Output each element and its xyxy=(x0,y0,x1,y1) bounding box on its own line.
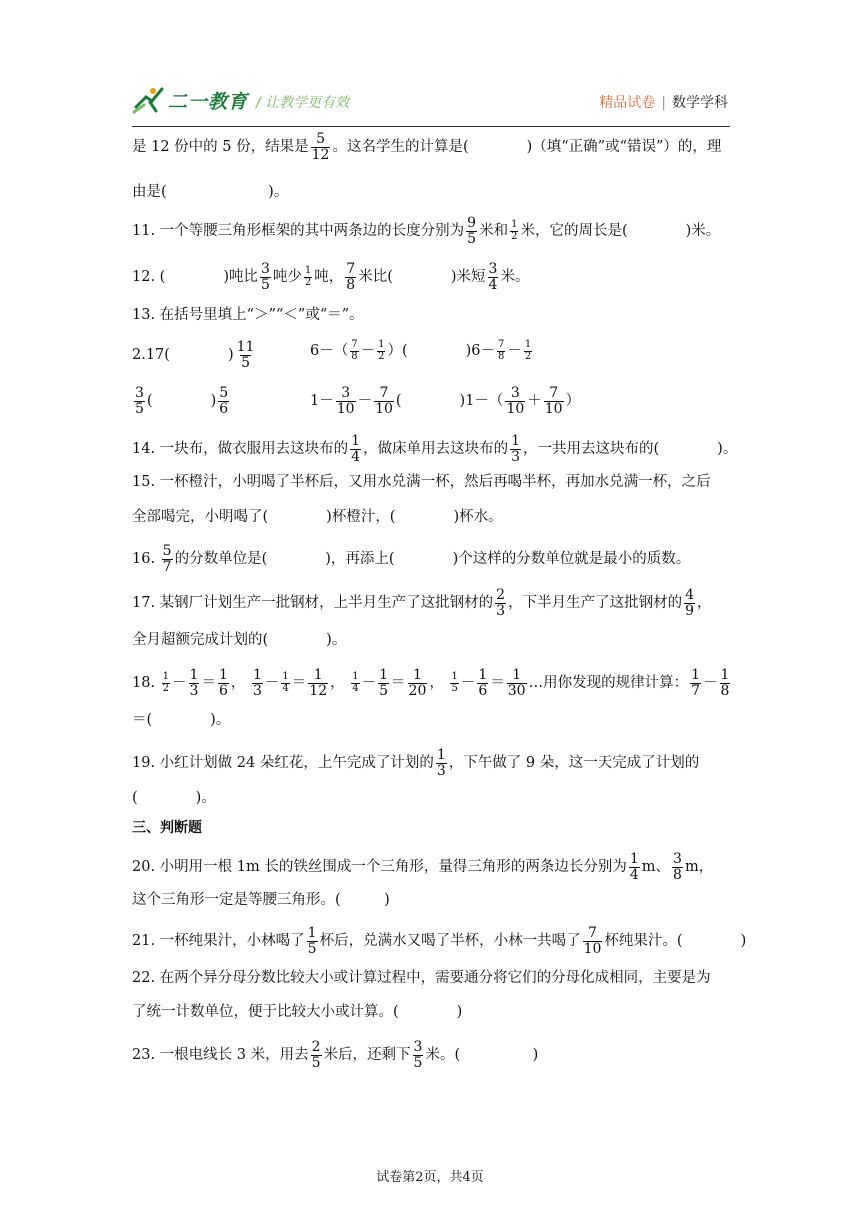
question-12: 12. ( )吨比 $\frac{3}{5}$ 吨少 $\frac{1}{2}$ 吨， $\frac{7}{8}$ 米比( )米短 $\frac{3}{4}$ 米。 xyxy=(132,261,530,293)
q13-row2-right: 1－ $\frac{3}{10}$ － $\frac{7}{10}$ ( )1－（ $\frac{3}{10}$ ＋ $\frac{7}{10}$ ） xyxy=(310,385,581,417)
tag-subject: 数学学科 xyxy=(672,95,728,111)
fraction: $\frac{7}{8}$ xyxy=(346,261,356,293)
fraction: $\frac{3}{5}$ xyxy=(260,261,270,293)
fraction: $\frac{5}{12}$ xyxy=(311,131,330,163)
question-14: 14. 一块布，做衣服用去这块布的 $\frac{1}{4}$ ，做床单用去这块布的 $\frac{1}{3}$ ，一共用去这块布的( )。 xyxy=(132,433,738,465)
runner-logo-icon xyxy=(132,85,166,115)
q13-row1-left: 2.17( ) $\frac{11}{5}$ xyxy=(132,339,255,371)
question-22-line2: 了统一计数单位，便于比较大小或计算。( ) xyxy=(132,1004,463,1020)
question-17-line2: 全月超额完成计划的( )。 xyxy=(132,632,347,648)
question-15-line1: 15. 一杯橙汁，小明喝了半杯后，又用水兑满一杯，然后再喝半杯，再加水兑满一杯，之后 xyxy=(132,474,711,490)
question-15-line2: 全部喝完，小明喝了( )杯橙汁，( )杯水。 xyxy=(132,509,503,525)
question-11: 11. 一个等腰三角形框架的其中两条边的长度分别为 $\frac{9}{5}$ 米和 $\frac{1}{2}$ 米，它的周长是( )米。 xyxy=(132,215,721,247)
question-20-line1: 20. 小明用一根 1m 长的铁丝围成一个三角形，量得三角形的两条边长分别为 $\frac{1}{4}$ m、 $\frac{3}{8}$ m， xyxy=(132,851,714,883)
logo xyxy=(132,84,248,116)
fraction: $\frac{11}{5}$ xyxy=(236,339,255,371)
question-23: 23. 一根电线长 3 米，用去 $\frac{2}{5}$ 米后，还剩下 $\frac{3}{5}$ 米。( ) xyxy=(132,1039,539,1071)
question-16: 16. $\frac{5}{7}$ 的分数单位是( )，再添上( )个这样的分数单位就是最小的质数。 xyxy=(132,543,691,575)
logo-text: 二一教育 xyxy=(168,90,249,113)
text: 是 12 份中的 5 份，结果是 xyxy=(132,139,309,156)
question-18-line1: 18. $\frac{1}{2}$ － $\frac{1}{3}$ ＝ $\frac{1}{6}$ ， $\frac{1}{3}$ － $\frac{1}{4}$ ＝ $\frac{1}{12}$ ， $\frac{1}{4}$ － $\frac{1}{5}$ ＝ $\frac{1}{20}$ ， $\frac{1}{5}$ － $\frac{1}{6}$ ＝ $\frac{1}{30}$ …用你发现的规律计算： $\frac{1}{7}$ － $\frac{1}{8}$ xyxy=(132,667,730,699)
q10-line2: 由是( )。 xyxy=(132,184,289,200)
question-13-title: 13. 在括号里填上“＞”“＜”或“＝”。 xyxy=(132,307,364,323)
tag-quality: 精品试卷 xyxy=(599,95,656,111)
question-20-line2: 这个三角形一定是等腰三角形。( ) xyxy=(132,892,390,908)
fraction: $\frac{1}{2}$ xyxy=(511,219,518,242)
question-19-line2: ( )。 xyxy=(132,790,216,806)
q13-row1-right: 6－（ $\frac{7}{8}$ － $\frac{1}{2}$ ）( )6－ $\frac{7}{8}$ － $\frac{1}{2}$ xyxy=(310,339,532,362)
page-header xyxy=(132,82,730,124)
question-19-line1: 19. 小红计划做 24 朵红花，上午完成了计划的 $\frac{1}{3}$ ，下午做了 9 朵，这一天完成了计划的 xyxy=(132,747,700,779)
question-22-line1: 22. 在两个异分母分数比较大小或计算过程中，需要通分将它们的分母化成相同，主要是为 xyxy=(132,970,711,986)
header-tags xyxy=(599,92,728,112)
question-18-line2: ＝( )。 xyxy=(132,712,231,728)
question-17-line1: 17. 某钢厂计划生产一批钢材，上半月生产了这批钢材的 $\frac{2}{3}$ ，下半月生产了这批钢材的 $\frac{4}{9}$ ， xyxy=(132,587,712,619)
page-footer: 试卷第2页，共4页 xyxy=(376,1170,484,1185)
text: 。这名学生的计算是( )（填“正确”或“错误”）的，理 xyxy=(332,139,722,156)
slogan: / 让教学更有效 xyxy=(256,95,350,111)
fraction: $\frac{9}{5}$ xyxy=(467,215,477,247)
header-divider xyxy=(132,126,730,127)
tag-separator: | xyxy=(661,95,666,111)
fraction: $\frac{3}{4}$ xyxy=(488,261,498,293)
fraction: $\frac{1}{2}$ xyxy=(304,265,312,288)
q10-line1 xyxy=(132,132,721,162)
question-21: 21. 一杯纯果汁，小林喝了 $\frac{1}{5}$ 杯后，兑满水又喝了半杯，小林一共喝了 $\frac{7}{10}$ 杯纯果汁。( ) xyxy=(132,925,747,957)
section-title: 三、判断题 xyxy=(132,820,202,836)
q13-row2-left: $\frac{3}{5}$ ( ) $\frac{5}{6}$ xyxy=(135,385,229,417)
